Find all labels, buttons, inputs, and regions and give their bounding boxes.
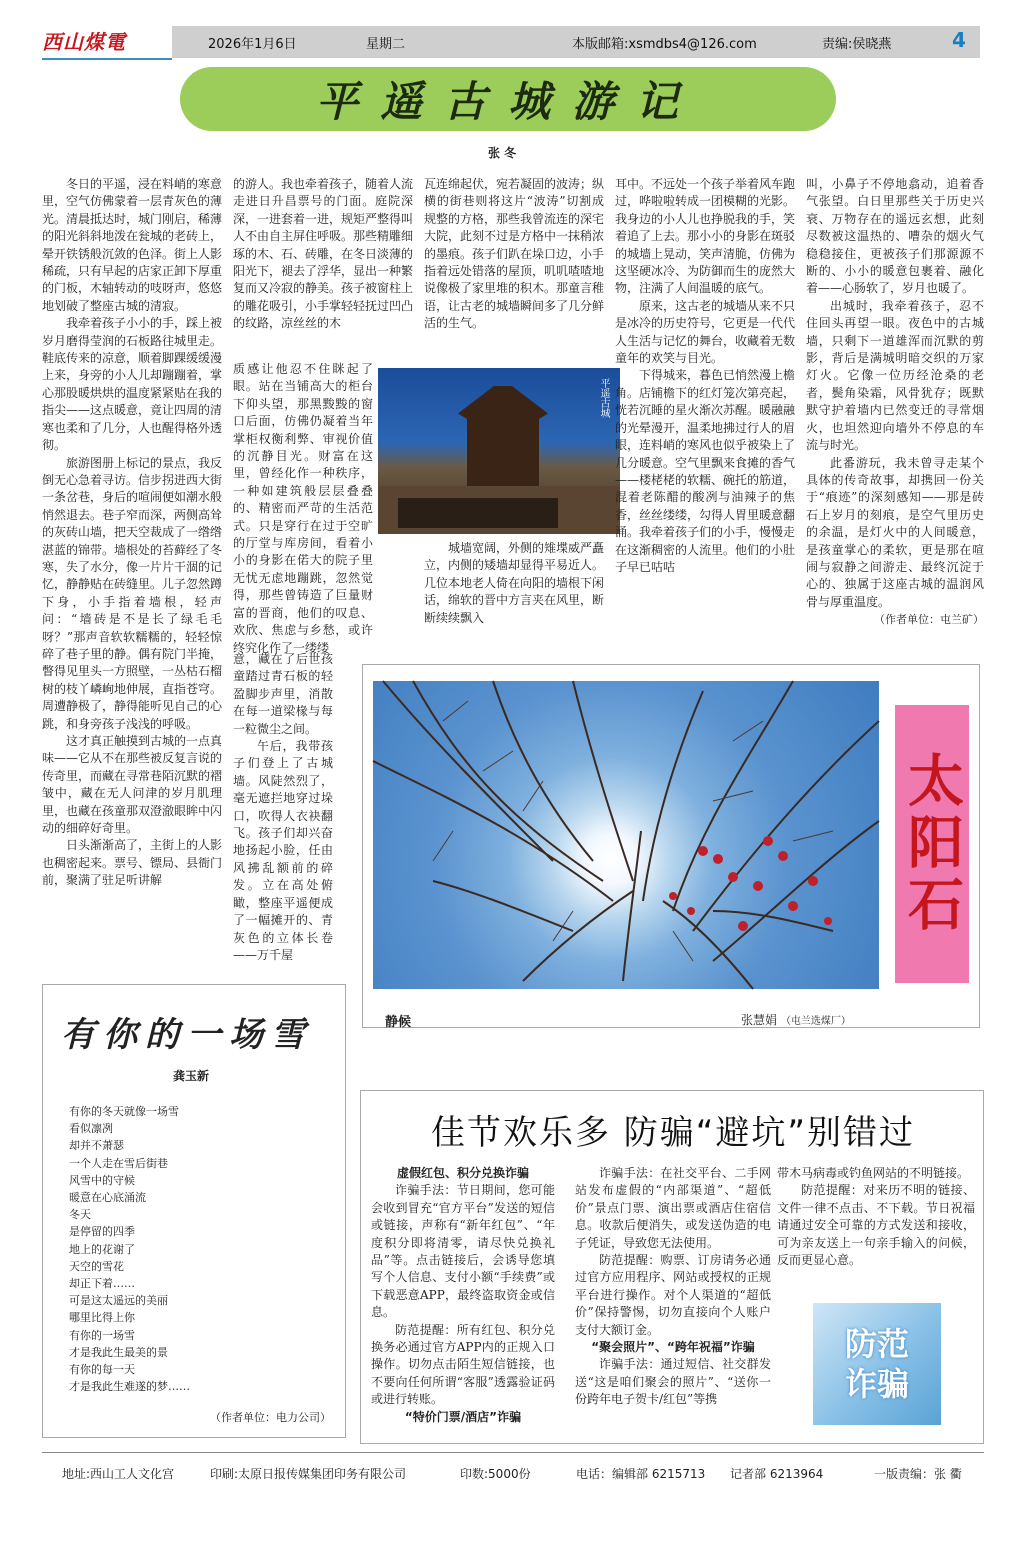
poem-line: 哪里比得上你 — [69, 1311, 135, 1325]
paragraph: 质感让他忍不住眯起了眼。站在当铺高大的柜台下仰头望，那黑黢黢的窗口后面，仿佛仍凝着当年掌柜权衡利弊、审视价值的沉静目光。财富在这里，曾经化作一种秩序，一种如建筑般层层叠叠的、精密而严苛的生活范式。只是穿行在过于空旷的厅堂与库房间，看着小小的身影在偌大的院子里无忧无虑地蹦跳，忽然觉得，那些曾铸造了巨量财富的晋商，他们的叹息、欢欣、焦虑与乡愁，或许终究化作了一缕缕 — [233, 362, 373, 655]
poem-line: 暖意在心底涌流 — [69, 1191, 146, 1205]
masthead-logo: 西山煤電 — [42, 30, 126, 54]
branches-sun-photo — [373, 681, 879, 989]
article-column-3b — [424, 540, 604, 640]
issue-date: 2026年1月6日 — [208, 36, 297, 52]
photo-title: 静候 — [385, 1015, 412, 1030]
paragraph: 出城时，我牵着孩子，忍不住回头再望一眼。夜色中的古城墙，只剩下一道雄浑而沉默的剪影，背后是满城明暗交织的万家灯火。它像一位历经沧桑的老者，鬓角染霜，风骨犹存；既默默守护着墙内已然变迁的寻常烟火，也坦然迎向墙外不停息的车流与时光。 — [806, 298, 984, 453]
poem-line: 天空的雪花 — [69, 1259, 124, 1273]
poem-line: 冬天 — [69, 1208, 91, 1222]
anti-fraud-title: 佳节欢乐多 防骗“避坑”别错过 — [430, 1113, 916, 1153]
poem-line: 风雪中的守候 — [69, 1173, 135, 1187]
article-byline: （作者单位：屯兰矿） — [874, 613, 984, 627]
paragraph: 下得城来，暮色已悄然漫上檐角。店铺檐下的红灯笼次第亮起，恍若沉睡的星火渐次苏醒。暖融融的光晕漫开，温柔地拂过行人的眉眼，连料峭的寒风也似乎被染上了几分暖意。空气里飘来食摊的香气——楼栳栳的软糯、碗托的筋道，混着老陈醋的酸冽与油辣子的焦香，丝丝缕缕，勾得人胃里暖意翻涌。我牵着孩子们的小手，慢慢走在这渐稠密的人流里。他们的小肚子早已咕咕 — [615, 368, 796, 574]
paragraph: 我牵着孩子小小的手，踩上被岁月磨得莹润的石板路往城里走。鞋底传来的凉意，顺着脚踝缓缓漫上来，身旁的小人儿却蹦蹦着，掌心那股暖烘烘的温度紧紧贴在我的指尖——这点暖意，竟让四周的清寒也柔和了几分，人也醒得格外透彻。 — [42, 316, 223, 453]
photographer-name: 张慧娟 — [741, 1013, 778, 1027]
article-title-banner — [180, 67, 836, 131]
poem-lines — [69, 1103, 329, 1395]
poem-line: 有你的冬天就像一场雪 — [69, 1105, 179, 1118]
paragraph: 防范提醒：购票、订房请务必通过官方应用程序、网站或授权的正规平台进行操作。对个人渠道的“超低价”保持警惕，切勿直接向个人账户支付大额订金。 — [575, 1253, 771, 1337]
article-title: 平遥古城游记 — [315, 77, 700, 126]
paragraph: 此番游玩，我未曾寻走某个具体的传奇故事，却携回一份关于“痕迹”的深刻感知——那是砖石上岁月的刻痕，是空气里历史的余温，是灯火中的人间暖意，是孩童掌心的柔软，更是那在喧闹与寂静之间游走、最终沉淀于心的、独属于这座古城的温润风骨与厚重温度。 — [806, 455, 984, 609]
anti-fraud-subtitle: 虚假红包、积分兑换诈骗 — [396, 1166, 529, 1180]
masthead-underline — [42, 58, 172, 60]
page-number: 4 — [952, 28, 966, 52]
article-column-2 — [233, 176, 413, 361]
article-column-4 — [615, 176, 795, 636]
paragraph: 诈骗手法：在社交平台、二手网站发布虚假的“内部渠道”、“超低价”景点门票、演出票或酒店住宿信息。收款后便消失，或发送伪造的电子凭证，导致您无法使用。 — [575, 1166, 771, 1250]
footer-phone: 电话：编辑部 6215713 — [576, 1467, 706, 1481]
poem-line: 才是我此生最美的景 — [69, 1345, 168, 1359]
poem-byline: （作者单位：电力公司） — [210, 1411, 331, 1424]
roof-shape — [398, 498, 558, 528]
badge-line: 诈骗 — [844, 1365, 909, 1403]
paragraph: 日头渐渐高了，主街上的人影也稠密起来。票号、镖局、县衙门前，聚满了驻足听讲解 — [42, 838, 223, 888]
sun-stone-title: 太阳石 — [899, 751, 965, 937]
poem-line: 才是我此生难遂的梦…… — [69, 1380, 190, 1394]
poem-line: 可是这太遥远的美丽 — [69, 1294, 168, 1308]
page-editor: 责编:侯晓燕 — [822, 36, 892, 52]
paragraph: 午后，我带孩子们登上了古城墙。风陡然烈了，毫无遮拦地穿过垛口，吹得人衣袂翻飞。孩子们却兴奋地扬起小脸，任由风拂乱额前的碎发。立在高处俯瞰，整座平遥便成了一幅摊开的、青灰色的立体长卷——万千屋 — [233, 739, 333, 962]
footer — [42, 1465, 984, 1485]
poem-line: 却正下着…… — [69, 1277, 135, 1291]
paragraph: 诈骗手法：通过短信、社交群发送“这是咱们聚会的照片”、“送你一份跨年电子贺卡/红包”等携 — [575, 1357, 771, 1407]
paragraph: 带木马病毒或钓鱼网站的不明链接。 — [777, 1166, 970, 1180]
footer-copies: 印数:5000份 — [460, 1467, 531, 1481]
poem-line: 地上的花谢了 — [69, 1242, 135, 1256]
header-bar — [172, 26, 980, 58]
footer-reporters: 记者部 6213964 — [730, 1467, 824, 1481]
anti-fraud-column-3 — [777, 1165, 975, 1291]
paragraph: 意，藏在了后世孩童踏过青石板的轻盈脚步声里，消散在每一道梁椽与每一粒微尘之间。 — [233, 652, 333, 736]
article-column-1 — [42, 176, 222, 898]
paragraph: 旅游图册上标记的景点，我反倒无心急着寻访。信步拐进西大街一条岔巷，身后的喧闹便如潮水般悄然退去。巷子窄而深，两侧高耸的灰砖山墙，把天空裁成了一绺绺湛蓝的锦带。墙根处的苔藓经了冬寒，失了水分，像一片片干涸的记忆，静静贴在砖缝里。儿子忽然蹲下身，小手指着墙根，轻声问：“墙砖是不是长了绿毛毛呀？”那声音软软糯糯的，轻轻惊碎了巷子里的静。偶有院门半掩，瞥得见里头一方照壁，一丛枯石榴树的枝丫嶙峋地伸展，直指苍穹。周遭静极了，静得能听见自己的心跳，和身旁孩子浅浅的呼吸。 — [42, 455, 223, 731]
paragraph: 冬日的平遥，浸在料峭的寒意里，空气仿佛蒙着一层青灰色的薄光。清晨抵达时，城门刚启，稀薄的阳光斜斜地泼在瓮城的老砖上，晕开铁锈般沉敛的色泽。街上人影稀疏，只有早起的店家正卸下厚重的门板，木轴转动的吱呀声，悠悠地划破了整座古城的清寂。 — [42, 177, 223, 313]
badge-line: 防范 — [844, 1325, 909, 1363]
poem-line: 看似凛冽 — [69, 1122, 113, 1136]
branches-graphic — [373, 681, 879, 989]
article-column-2c — [233, 651, 333, 962]
page-email: 本版邮箱:xsmdbs4@126.com — [572, 36, 757, 52]
poem-title: 有你的一场雪 — [61, 1015, 313, 1055]
paragraph: 这才真正触摸到古城的一点真味——它从不在那些被反复言说的传奇里，而藏在寻常巷陌沉默的褶皱中，藏在无人问津的岁月肌理里，也藏在孩童那双澄澈眼眸中闪动的细碎好奇里。 — [42, 734, 223, 836]
paragraph: 防范提醒：所有红包、积分兑换务必通过官方APP内的正规入口操作。切勿点击陌生短信链接，也不要向任何所谓“客服”透露验证码或进行转账。 — [371, 1322, 555, 1407]
paragraph: 诈骗手法：节日期间，您可能会收到冒充“官方平台”发送的短信或链接，声称有“新年红包”、“年度积分即将清零，请尽快兑换礼品”等。点击链接后，会诱导您填写个人信息、支付小额“手续费”或下载恶意APP，最终盗取资金或信息。 — [371, 1183, 555, 1320]
photographer-unit: （屯兰选煤厂） — [780, 1016, 851, 1027]
paragraph: 瓦连绵起伏，宛若凝固的波涛；纵横的街巷则将这片“波涛”切割成规整的方格，那些我曾流连的深宅大院，此刻不过是方格中一抹稍浓的墨痕。孩子们趴在垛口边，小手指着远处错落的屋顶，叽叽喳喳地说像极了家里堆的积木。那童言稚语，让古老的城墙瞬间多了几分鲜活的生气。 — [424, 177, 605, 331]
poem-panel — [42, 984, 346, 1438]
paragraph: 防范提醒：对来历不明的链接、文件一律不点击、不下载。节日祝福请通过安全可靠的方式发送和接收，可为亲友送上一句亲手输入的问候，反而更显心意。 — [777, 1183, 975, 1268]
anti-fraud-subtitle: “聚会照片”、“跨年祝福”诈骗 — [591, 1340, 755, 1355]
article-author: 张 冬 — [488, 146, 517, 160]
paragraph: 叫，小鼻子不停地翕动，追着香气张望。白日里那些关于历史兴衰、万物存在的遥远玄想，此刻尽数被这温热的、嘈杂的烟火气稳稳接住，更被孩子们那源源不断的、小小的暖意包裹着、融化着——心肠软了，岁月也暖了。 — [806, 177, 984, 296]
article-column-5 — [806, 176, 984, 636]
photo-credit — [741, 1011, 851, 1028]
poem-line: 却并不萧瑟 — [69, 1139, 124, 1153]
photo-caption: 平遥古城 — [598, 378, 609, 418]
paragraph: 城墙宽阔，外侧的雉堞威严矗立，内侧的矮墙却显得平易近人。几位本地老人倚在向阳的墙根下闲话，绵软的晋中方言夹在风里，断断续续飘入 — [424, 541, 605, 625]
issue-weekday: 星期二 — [366, 36, 406, 52]
footer-printer: 印刷:太原日报传媒集团印务有限公司 — [210, 1467, 407, 1481]
article-column-2b — [233, 361, 373, 655]
anti-fraud-badge — [813, 1303, 941, 1425]
paragraph: 的游人。我也牵着孩子，随着人流走进日升昌票号的门面。庭院深深，一进套着一进，规矩严整得叫人不由自主屏住呼吸。那些精雕细琢的木、石、砖雕，在冬日淡薄的阳光下，褪去了浮华，显出一种繁复而又冷寂的静美。孩子被窗柱上的雕花吸引，小手掌轻轻抚过凹凸的纹路，凉丝丝的木 — [233, 177, 414, 331]
sun-stone-title-banner — [895, 705, 969, 983]
paragraph: 耳中。不远处一个孩子举着风车跑过，哗啦啦转成一团模糊的光影。我身边的小人儿也挣脱我的手，笑着追了上去。那小小的身影在斑驳的城墙上晃动，笑声清脆，仿佛为这坚硬冰冷、为防御而生的庞然大物，注满了人间温暖的底气。 — [615, 177, 796, 296]
anti-fraud-column-2 — [575, 1165, 771, 1435]
footer-divider — [42, 1452, 984, 1453]
sun-stone-panel — [362, 664, 980, 1028]
anti-fraud-subtitle: “特价门票/酒店”诈骗 — [404, 1409, 522, 1424]
poem-line: 是停留的四季 — [69, 1225, 135, 1239]
tower-shape — [458, 386, 548, 496]
paragraph: 原来，这古老的城墙从来不只是冰冷的历史符号，它更是一代代人生活与记忆的舞台，收藏着无数童年的欢笑与目光。 — [615, 298, 796, 366]
poem-author: 龚玉新 — [173, 1069, 210, 1083]
poem-line: 一个人走在雪后街巷 — [69, 1156, 168, 1170]
anti-fraud-column-1 — [371, 1165, 555, 1435]
anti-fraud-panel — [360, 1090, 984, 1444]
footer-address: 地址:西山工人文化宫 — [62, 1467, 175, 1481]
footer-chief-editor: 一版责编：张 衢 — [874, 1467, 962, 1481]
poem-line: 有你的一场雪 — [69, 1328, 135, 1342]
ancient-city-tower-photo — [378, 368, 620, 534]
article-column-3 — [424, 176, 604, 346]
masthead — [42, 26, 172, 58]
poem-line: 有你的每一天 — [69, 1363, 135, 1377]
